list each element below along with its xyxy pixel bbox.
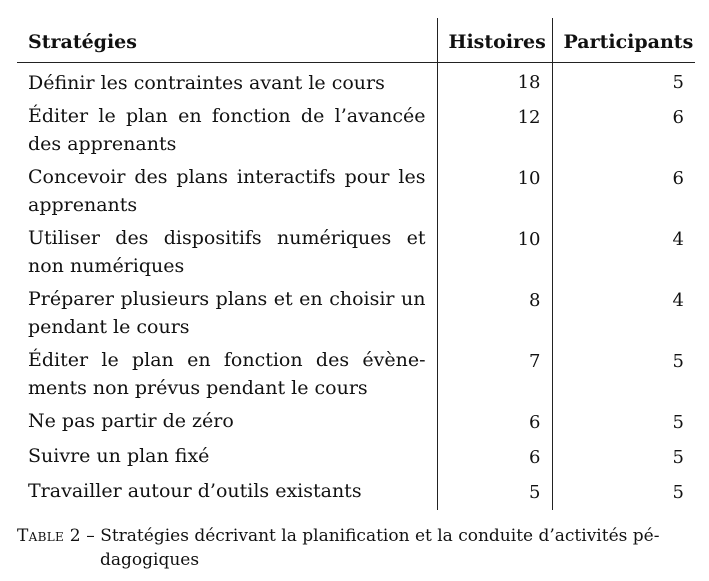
participants-cell: 6 — [552, 100, 695, 161]
table-row — [17, 161, 695, 222]
histoires-cell: 18 — [437, 63, 552, 101]
strategy-cell: Éditer le plan en fonction des évène-ments non prévus pendant le cours — [28, 349, 426, 399]
strategies-table-container — [17, 18, 695, 510]
participants-cell: 4 — [552, 222, 695, 283]
histoires-cell: 6 — [437, 440, 552, 475]
caption-label: Table 2 — [17, 526, 81, 546]
strategies-table — [17, 18, 695, 510]
caption-separator: – — [80, 526, 101, 546]
caption-text-1: Stratégies décrivant la planification et la conduite d’activités pé- — [100, 526, 660, 546]
histoires-cell: 10 — [437, 161, 552, 222]
participants-cell: 5 — [552, 344, 695, 405]
table-header-row — [17, 18, 695, 63]
table-row — [17, 63, 695, 101]
histoires-cell: 6 — [437, 405, 552, 440]
strategy-cell: Préparer plusieurs plans et en choisir un pendant le cours — [28, 288, 426, 338]
table-row — [17, 475, 695, 510]
participants-cell: 5 — [552, 475, 695, 510]
strategy-cell: Suivre un plan fixé — [28, 445, 210, 467]
histoires-cell: 10 — [437, 222, 552, 283]
strategy-cell: Concevoir des plans interactifs pour les apprenants — [28, 166, 426, 216]
table-row — [17, 283, 695, 344]
participants-cell: 4 — [552, 283, 695, 344]
table-caption — [17, 524, 695, 572]
caption-text-2: dagogiques — [100, 550, 200, 570]
strategy-cell: Éditer le plan en fonction de l’avancée des apprenants — [28, 105, 426, 155]
strategy-cell: Définir les contraintes avant le cours — [28, 72, 385, 94]
strategy-cell: Ne pas partir de zéro — [28, 410, 234, 432]
table-row — [17, 440, 695, 475]
histoires-cell: 5 — [437, 475, 552, 510]
caption-line-1 — [17, 524, 695, 548]
table-row — [17, 100, 695, 161]
histoires-cell: 8 — [437, 283, 552, 344]
header-strategies: Stratégies — [17, 18, 437, 63]
header-histoires: Histoires — [437, 18, 552, 63]
participants-cell: 5 — [552, 405, 695, 440]
participants-cell: 6 — [552, 161, 695, 222]
caption-line-2 — [17, 548, 695, 572]
table-row — [17, 222, 695, 283]
table-row — [17, 344, 695, 405]
participants-cell: 5 — [552, 440, 695, 475]
header-participants: Participants — [552, 18, 695, 63]
histoires-cell: 7 — [437, 344, 552, 405]
participants-cell: 5 — [552, 63, 695, 101]
table-row — [17, 405, 695, 440]
histoires-cell: 12 — [437, 100, 552, 161]
strategy-cell: Travailler autour d’outils existants — [28, 480, 362, 502]
strategy-cell: Utiliser des dispositifs numériques et non numériques — [28, 227, 426, 277]
